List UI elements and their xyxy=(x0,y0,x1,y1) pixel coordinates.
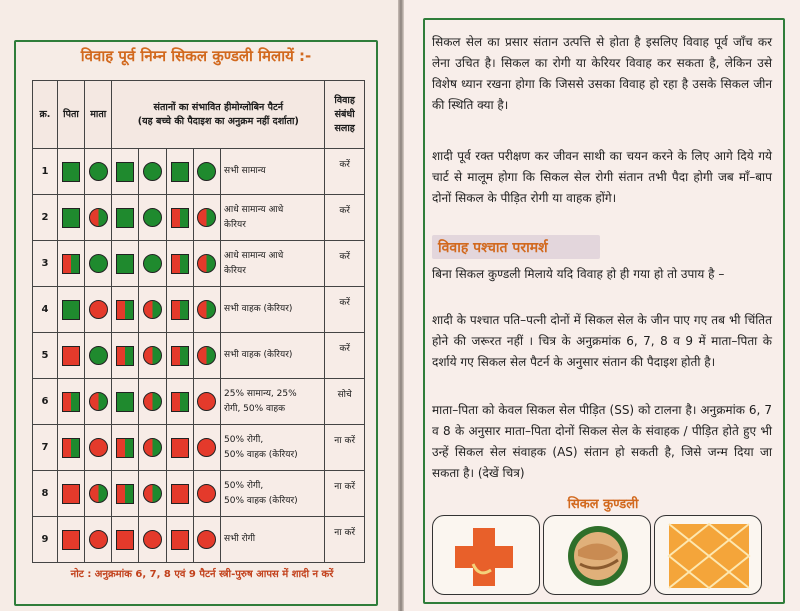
row-serial: 9 xyxy=(33,517,58,563)
child-cell xyxy=(112,471,139,517)
child-cell xyxy=(166,333,193,379)
female-symbol-aa xyxy=(89,346,108,365)
mother-cell xyxy=(85,517,112,563)
result-cell xyxy=(221,333,325,379)
result-cell xyxy=(221,471,325,517)
child-cell xyxy=(193,379,220,425)
female-symbol-as xyxy=(197,208,216,227)
mother-cell xyxy=(85,471,112,517)
advice-cell: करें xyxy=(325,195,365,241)
female-symbol-aa xyxy=(143,254,162,273)
male-symbol-ss xyxy=(171,438,189,458)
child-cell xyxy=(166,425,193,471)
male-symbol-aa xyxy=(116,254,134,274)
child-cell xyxy=(193,195,220,241)
male-symbol-as xyxy=(116,484,134,504)
result-line: सभी सामान्य xyxy=(224,166,266,176)
table-row xyxy=(33,333,365,379)
table-row xyxy=(33,517,365,563)
result-line: रोगी, 50% वाहक xyxy=(224,403,286,414)
child-cell xyxy=(139,149,166,195)
advice-cell: करें xyxy=(325,287,365,333)
result-line: केरियर xyxy=(224,265,246,276)
father-cell xyxy=(57,517,84,563)
sickle-kundli-table xyxy=(32,80,365,563)
mother-cell xyxy=(85,287,112,333)
male-symbol-as xyxy=(62,392,80,412)
male-symbol-ss xyxy=(62,530,80,550)
male-symbol-aa xyxy=(116,208,134,228)
row-serial: 3 xyxy=(33,241,58,287)
table-row xyxy=(33,149,365,195)
female-symbol-ss xyxy=(197,484,216,503)
child-cell xyxy=(193,471,220,517)
mother-cell xyxy=(85,379,112,425)
child-cell xyxy=(166,195,193,241)
mother-cell xyxy=(85,149,112,195)
paragraph-1: सिकल सेल का प्रसार संतान उत्पत्ति से होता है इसलिए विवाह पूर्व जाँच कर लेना उचित है। सिकल का रोगी या केरियर विवाह कर सकता है, लेकिन उसे विशेष ध्यान रखना होगा कि जिससे उसका विवाह हो रहा है उसके सिकल जीन की स्थिति क्या है। xyxy=(432,35,772,112)
father-cell xyxy=(57,195,84,241)
female-symbol-as xyxy=(197,346,216,365)
male-symbol-as xyxy=(62,438,80,458)
male-symbol-as xyxy=(171,254,189,274)
child-cell xyxy=(139,471,166,517)
result-cell xyxy=(221,195,325,241)
mother-cell xyxy=(85,425,112,471)
female-symbol-as xyxy=(143,438,162,457)
child-cell xyxy=(139,195,166,241)
result-line: केरियर xyxy=(224,219,246,230)
header-father: पिता xyxy=(57,81,84,149)
header-pattern-line2: (यह बच्चे की पैदाइश का अनुक्रम नहीं दर्शाता) xyxy=(137,115,299,127)
female-symbol-ss xyxy=(197,438,216,457)
male-symbol-as xyxy=(171,346,189,366)
paragraph-5: माता–पिता को केवल सिकल सेल पीड़ित (SS) को टालना है। अनुक्रमांक 6, 7 व 8 के अनुसार माता–पिता दोनों सिकल सेल के संवाहक / पीड़ित होते हुए भी उन्हें सिकल सेल संवाहक (AS) संतान हो सकती है, जिसे जन्म दिया जा सकता है। (देखें चित्र) xyxy=(432,403,772,480)
table-row xyxy=(33,195,365,241)
female-symbol-ss xyxy=(89,300,108,319)
child-cell xyxy=(193,241,220,287)
female-symbol-ss xyxy=(89,530,108,549)
male-symbol-ss xyxy=(171,530,189,550)
child-cell xyxy=(112,149,139,195)
result-cell xyxy=(221,425,325,471)
table-row xyxy=(33,241,365,287)
table-row xyxy=(33,379,365,425)
child-cell xyxy=(193,149,220,195)
father-cell xyxy=(57,425,84,471)
male-symbol-as xyxy=(62,254,80,274)
child-cell xyxy=(112,195,139,241)
male-symbol-as xyxy=(171,392,189,412)
father-cell xyxy=(57,471,84,517)
advice-cell: ना करें xyxy=(325,517,365,563)
female-symbol-ss xyxy=(89,438,108,457)
paragraph-4: शादी के पश्चात पति–पत्नी दोनों में सिकल सेल के जीन पाए गए तब भी चिंतित होने की जरूरत नहीं । चित्र के अनुक्रमांक 6, 7, 8 व 9 में माता–पिता के दर्शाये गए सिकल सेल पैटर्न के अनुसार संतान की पैदाइश होती है। xyxy=(432,313,772,369)
red-cross-icon xyxy=(432,515,540,595)
child-cell xyxy=(112,517,139,563)
child-cell xyxy=(112,241,139,287)
advice-cell: करें xyxy=(325,241,365,287)
female-symbol-as xyxy=(197,254,216,273)
header-pattern-line1: संतानों का संभावित हीमोग्लोबिन पैटर्न xyxy=(153,101,284,113)
female-symbol-aa xyxy=(197,162,216,181)
child-cell xyxy=(112,379,139,425)
result-cell xyxy=(221,241,325,287)
table-header-row xyxy=(33,81,365,149)
father-cell xyxy=(57,241,84,287)
row-serial: 4 xyxy=(33,287,58,333)
result-line: 50% वाहक (केरियर) xyxy=(224,495,298,506)
result-cell xyxy=(221,287,325,333)
male-symbol-aa xyxy=(62,162,80,182)
child-cell xyxy=(166,149,193,195)
image-heading: सिकल कुण्डली xyxy=(567,497,639,512)
child-cell xyxy=(166,517,193,563)
result-line: सभी वाहक (केरियर) xyxy=(224,304,293,314)
child-cell xyxy=(193,517,220,563)
result-line: सभी रोगी xyxy=(224,534,256,544)
female-symbol-ss xyxy=(197,530,216,549)
advice-cell: करें xyxy=(325,333,365,379)
female-symbol-aa xyxy=(89,162,108,181)
row-serial: 2 xyxy=(33,195,58,241)
result-cell xyxy=(221,517,325,563)
row-serial: 1 xyxy=(33,149,58,195)
result-line: 50% रोगी, xyxy=(224,480,264,491)
result-line: आधे सामान्य आधे xyxy=(224,250,284,261)
female-symbol-as xyxy=(89,392,108,411)
advice-cell: ना करें xyxy=(325,471,365,517)
father-cell xyxy=(57,287,84,333)
footnote: नोट : अनुक्रमांक 6, 7, 8 एवं 9 पैटर्न स्त्री-पुरुष आपस में शादी न करें xyxy=(70,569,334,580)
table-row xyxy=(33,471,365,517)
female-symbol-as xyxy=(197,300,216,319)
child-cell xyxy=(139,241,166,287)
child-cell xyxy=(166,379,193,425)
header-serial: क्र. xyxy=(33,81,58,149)
male-symbol-as xyxy=(171,300,189,320)
male-symbol-as xyxy=(116,346,134,366)
joined-hands-icon xyxy=(543,515,651,595)
male-symbol-aa xyxy=(62,300,80,320)
result-line: सभी वाहक (केरियर) xyxy=(224,350,293,360)
female-symbol-ss xyxy=(197,392,216,411)
male-symbol-aa xyxy=(116,392,134,412)
female-symbol-as xyxy=(143,484,162,503)
female-symbol-aa xyxy=(89,254,108,273)
father-cell xyxy=(57,149,84,195)
male-symbol-ss xyxy=(171,484,189,504)
result-cell xyxy=(221,379,325,425)
paragraph-3: बिना सिकल कुण्डली मिलाये यदि विवाह हो ही गया हो तो उपाय है – xyxy=(432,267,725,281)
child-cell xyxy=(112,333,139,379)
female-symbol-as xyxy=(143,392,162,411)
row-serial: 8 xyxy=(33,471,58,517)
result-line: 50% वाहक (केरियर) xyxy=(224,449,298,460)
male-symbol-ss xyxy=(116,530,134,550)
section-heading: विवाह पश्चात परामर्श xyxy=(432,235,600,259)
child-cell xyxy=(166,241,193,287)
kundli-chart-icon xyxy=(654,515,762,595)
female-symbol-aa xyxy=(143,208,162,227)
child-cell xyxy=(112,287,139,333)
male-symbol-aa xyxy=(62,208,80,228)
row-serial: 6 xyxy=(33,379,58,425)
male-symbol-ss xyxy=(62,484,80,504)
mother-cell xyxy=(85,333,112,379)
result-line: आधे सामान्य आधे xyxy=(224,204,284,215)
child-cell xyxy=(193,425,220,471)
result-cell xyxy=(221,149,325,195)
header-pattern xyxy=(112,81,325,149)
mother-cell xyxy=(85,195,112,241)
female-symbol-ss xyxy=(143,530,162,549)
header-advice: विवाह संबंधी सलाह xyxy=(325,81,365,149)
father-cell xyxy=(57,379,84,425)
male-symbol-as xyxy=(171,208,189,228)
child-cell xyxy=(139,287,166,333)
advice-cell: सोचे xyxy=(325,379,365,425)
male-symbol-aa xyxy=(171,162,189,182)
father-cell xyxy=(57,333,84,379)
paragraph-2: शादी पूर्व रक्त परीक्षण कर जीवन साथी का चयन करने के लिए आगे दिये गये चार्ट से मालूम होगा कि सिकल सेल रोगी संतान तभी पैदा होगी जब माँ–बाप दोनों सिकल के पीड़ित रोगी या वाहक होंगे। xyxy=(432,149,772,205)
child-cell xyxy=(166,287,193,333)
row-serial: 7 xyxy=(33,425,58,471)
child-cell xyxy=(112,425,139,471)
female-symbol-aa xyxy=(143,162,162,181)
male-symbol-as xyxy=(116,438,134,458)
child-cell xyxy=(193,333,220,379)
female-symbol-as xyxy=(143,346,162,365)
child-cell xyxy=(193,287,220,333)
child-cell xyxy=(166,471,193,517)
female-symbol-as xyxy=(89,208,108,227)
male-symbol-ss xyxy=(62,346,80,366)
child-cell xyxy=(139,333,166,379)
row-serial: 5 xyxy=(33,333,58,379)
page-title: विवाह पूर्व निम्न सिकल कुण्डली मिलायें :- xyxy=(80,47,312,65)
result-line: 50% रोगी, xyxy=(224,434,264,445)
female-symbol-as xyxy=(143,300,162,319)
mother-cell xyxy=(85,241,112,287)
child-cell xyxy=(139,425,166,471)
advice-cell: करें xyxy=(325,149,365,195)
male-symbol-as xyxy=(116,300,134,320)
table-row xyxy=(33,287,365,333)
advice-cell: ना करें xyxy=(325,425,365,471)
header-mother: माता xyxy=(85,81,112,149)
child-cell xyxy=(139,517,166,563)
child-cell xyxy=(139,379,166,425)
result-line: 25% सामान्य, 25% xyxy=(224,388,297,399)
male-symbol-aa xyxy=(116,162,134,182)
female-symbol-as xyxy=(89,484,108,503)
table-row xyxy=(33,425,365,471)
